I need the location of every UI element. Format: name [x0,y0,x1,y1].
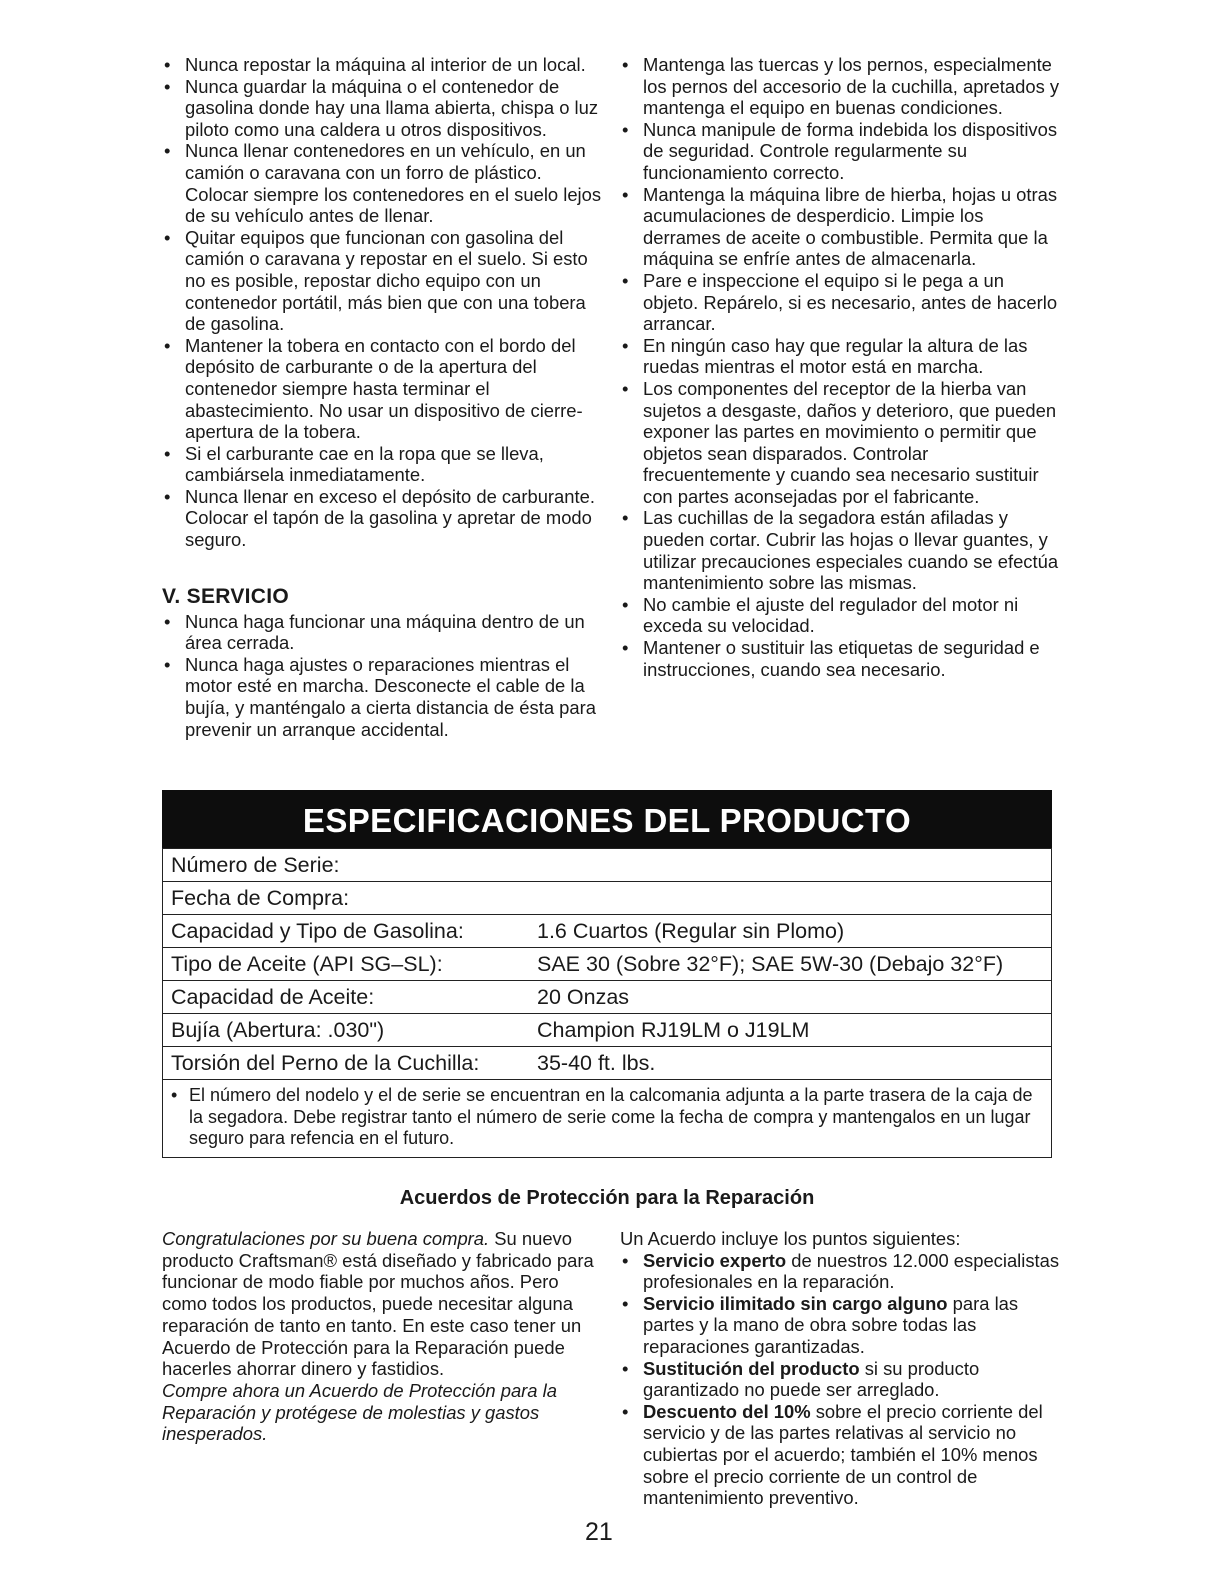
call-to-action: Compre ahora un Acuerdo de Protección para la Reparación y protégese de molestias y gastos inesperados. [162,1379,557,1445]
spec-label: Tipo de Aceite (API SG–SL): [163,948,538,981]
benefit-text: para las partes y la mano de obra sobre todas las reparaciones garantizadas. [643,1292,1019,1358]
specifications-note [162,1080,1052,1158]
list-item: • Nunca guardar la máquina o el contenedor de gasolina donde hay una llama abierta, chispa o luz piloto como una caldera u otros dispositivos. [162,76,602,141]
spec-label: Capacidad de Aceite: [163,981,538,1014]
note-text: • El número del nodelo y el de serie se encuentran en la calcomania adjunta a la parte trasera de la caja de la segadora. Debe registrar tanto el número de serie come la fecha de compra y mantengalos en un lugar seguro para refencia en el futuro. [171,1085,1043,1150]
benefit-title: Sustitución del producto [643,1357,860,1379]
benefit-title: Servicio experto [643,1249,787,1271]
list-item [620,1293,1060,1358]
benefit-title: Servicio ilimitado sin cargo alguno [643,1292,948,1314]
page-number: 21 [585,1518,613,1546]
spec-label: Fecha de Compra: [163,882,538,915]
table-row [163,948,1052,981]
list-item: • Mantener la tobera en contacto con el bordo del depósito de carburante o de la apertura del contenedor siempre hasta terminar el abastecimiento. No usar un dispositivo de cierre-apertura de la tobera. [162,335,602,443]
table-row [163,915,1052,948]
benefits-intro: Un Acuerdo incluye los puntos siguientes: [620,1228,961,1249]
spec-label: Bujía (Abertura: .030") [163,1014,538,1047]
list-item [620,1401,1060,1509]
list-item: • Quitar equipos que funcionan con gasolina del camión o caravana y repostar en el suelo. Si esto no es posible, repostar dicho equipo con un contenedor portátil, más bien que con una tobera de gasolina. [162,227,602,335]
spec-value: 35-40 ft. lbs. [537,1047,1052,1080]
maintenance-safety-list [620,54,1060,680]
intro-text: Su nuevo producto Craftsman® está diseñado y fabricado para funcionar de modo fiable por muchos años. Pero como todos los productos, puede necesitar alguna reparación de tanto en tanto. En este caso tener un Acuerdo de Protección para la Reparación puede hacerles ahorrar dinero y fastidios. [162,1228,594,1380]
list-item: • Nunca llenar en exceso el depósito de carburante. Colocar el tapón de la gasolina y apretar de modo seguro. [162,486,602,551]
list-item: • Nunca manipule de forma indebida los dispositivos de seguridad. Controle regularmente su funcionamiento correcto. [620,119,1060,184]
spec-value [537,849,1052,882]
list-item [620,1250,1060,1293]
product-specifications [162,790,1052,1158]
list-item: • Los componentes del receptor de la hierba van sujetos a desgaste, daños y deterioro, que pueden exponer las partes en movimiento o permitir que objetos sean disparados. Controlar frecuentemente y cuando sea necesario sustituir con partes aconsejadas por el fabricante. [620,378,1060,508]
list-item [620,1358,1060,1401]
fueling-safety-list [162,54,602,551]
intro-italic: Congratulaciones por su buena compra. [162,1228,490,1249]
benefit-text: si su producto garantizado no puede ser arreglado. [643,1357,980,1401]
list-item: • Nunca haga funcionar una máquina dentro de un área cerrada. [162,611,602,654]
list-item: • Nunca llenar contenedores en un vehículo, en un camión o caravana con un forro de plástico. Colocar siempre los contenedores en el suelo lejos de su vehículo antes de llenar. [162,140,602,226]
benefit-text: de nuestros 12.000 especialistas profesionales en la reparación. [643,1249,1060,1293]
specifications-table [162,848,1052,1080]
spec-value [537,882,1052,915]
specifications-title: ESPECIFICACIONES DEL PRODUCTO [162,790,1052,848]
spec-label: Torsión del Perno de la Cuchilla: [163,1047,538,1080]
list-item: • Mantener o sustituir las etiquetas de seguridad e instrucciones, cuando sea necesario. [620,637,1060,680]
table-row [163,1014,1052,1047]
list-item: • Nunca haga ajustes o reparaciones mientras el motor esté en marcha. Desconecte el cable de la bujía, y manténgalo a cierta distancia de ésta para prevenir un arranque accidental. [162,654,602,740]
list-item: • En ningún caso hay que regular la altura de las ruedas mientras el motor está en marcha. [620,335,1060,378]
list-item: • Las cuchillas de la segadora están afiladas y pueden cortar. Cubrir las hojas o llevar guantes, y utilizar precauciones especiales cuando se efectúa mantenimiento sobre las mismas. [620,507,1060,593]
list-item: • No cambie el ajuste del regulador del motor ni exceda su velocidad. [620,594,1060,637]
benefit-title: Descuento del 10% [643,1400,811,1422]
benefits-list [620,1250,1060,1509]
list-item: • Nunca repostar la máquina al interior de un local. [162,54,602,76]
benefit-text: sobre el precio corriente del servicio y de las partes relativas al servicio no cubiertas por el acuerdo; también el 10% menos sobre el precio corriente de un control de mantenimiento preventivo. [643,1400,1043,1509]
list-item: • Pare e inspeccione el equipo si le pega a un objeto. Repárelo, si es necesario, antes de hacerlo arrancar. [620,270,1060,335]
spec-value: 1.6 Cuartos (Regular sin Plomo) [537,915,1052,948]
table-row [163,981,1052,1014]
table-row [163,849,1052,882]
right-column [620,54,1060,680]
spec-value: 20 Onzas [537,981,1052,1014]
protection-plan-benefits [620,1228,1060,1509]
left-column [162,54,602,740]
spec-value: Champion RJ19LM o J19LM [537,1014,1052,1047]
table-row [163,882,1052,915]
list-item: • Mantenga la máquina libre de hierba, hojas u otras acumulaciones de desperdicio. Limpie los derrames de aceite o combustible. Permita que la máquina se enfríe antes de almacenarla. [620,184,1060,270]
spec-label: Número de Serie: [163,849,538,882]
list-item: • Mantenga las tuercas y los pernos, especialmente los pernos del accesorio de la cuchilla, apretados y mantenga el equipo en buenas condiciones. [620,54,1060,119]
list-item: • Si el carburante cae en la ropa que se lleva, cambiársela inmediatamente. [162,443,602,486]
service-safety-list [162,611,602,741]
spec-value: SAE 30 (Sobre 32°F); SAE 5W-30 (Debajo 32°F) [537,948,1052,981]
protection-plan-intro [162,1228,602,1445]
section-heading-servicio: V. SERVICIO [162,584,290,608]
protection-plan-heading: Acuerdos de Protección para la Reparación [399,1187,815,1209]
intro-paragraph [162,1228,602,1380]
spec-label: Capacidad y Tipo de Gasolina: [163,915,538,948]
table-row [163,1047,1052,1080]
